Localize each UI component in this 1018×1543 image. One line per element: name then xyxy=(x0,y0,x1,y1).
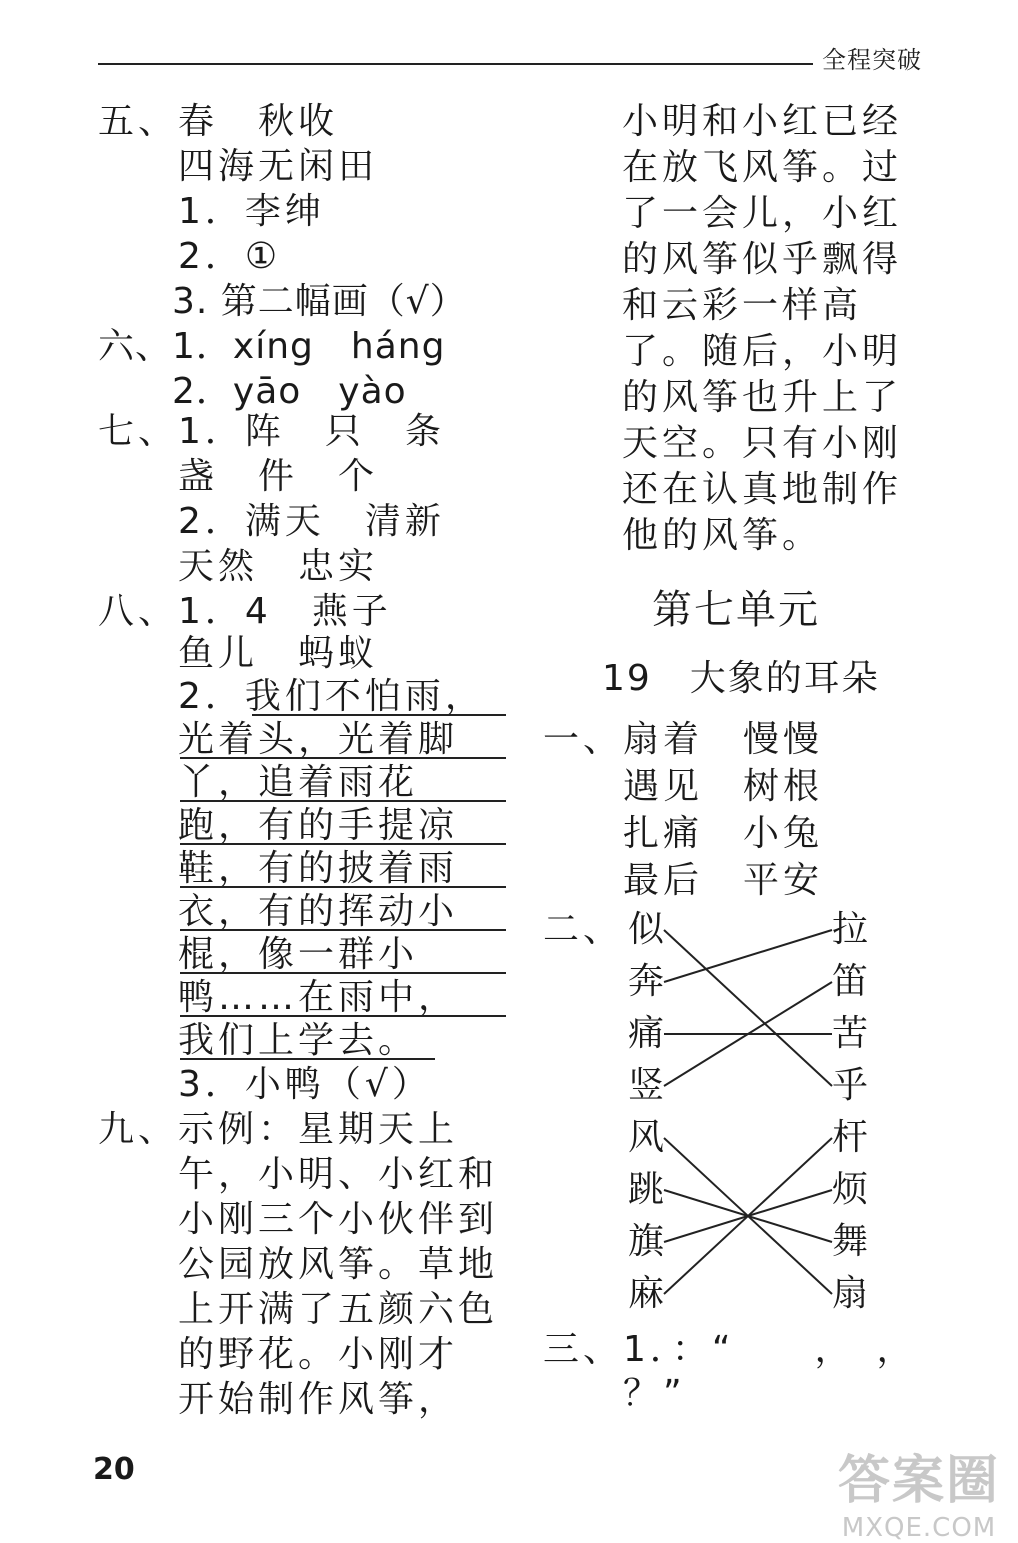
answer-line: 上开满了五颜六色 xyxy=(98,1289,499,1330)
answer-line: 在放飞风筝。过 xyxy=(622,147,903,188)
matching-right-char: 拉 xyxy=(832,909,873,950)
unit-title: 第七单元 xyxy=(652,587,820,633)
answer-line: 午，小明、小红和 xyxy=(98,1154,499,1195)
answer-line: 小明和小红已经 xyxy=(622,101,903,142)
watermark xyxy=(838,1438,1000,1543)
answer-line: 的风筝也升上了 xyxy=(622,377,903,418)
matching-right-char: 舞 xyxy=(832,1221,873,1262)
matching-line xyxy=(664,930,832,1086)
answer-underline xyxy=(180,1058,435,1060)
answer-line: 还在认真地制作 xyxy=(622,469,903,510)
answer-line: 鱼儿 蚂蚁 xyxy=(98,633,379,674)
matching-line xyxy=(664,1138,832,1294)
answer-underline xyxy=(180,1015,506,1017)
matching-right-char: 扇 xyxy=(832,1273,873,1314)
matching-left-char: 旗 xyxy=(628,1221,669,1262)
answer-line: 鸭……在雨中， xyxy=(98,977,459,1018)
answer-line: 小刚三个小伙伴到 xyxy=(98,1199,499,1240)
answer-line: 和云彩一样高 xyxy=(622,285,863,326)
answer-line: 了。随后，小明 xyxy=(622,331,903,372)
matching-left-char: 竖 xyxy=(628,1065,669,1106)
answer-line: 3. 第二幅画（√） xyxy=(98,281,467,322)
answer-line: 2．满天 清新 xyxy=(98,501,445,542)
matching-right-char: 苦 xyxy=(832,1013,873,1054)
matching-line xyxy=(664,1190,832,1242)
answer-line: 九、示例：星期天上 xyxy=(98,1109,459,1150)
matching-left-char: 风 xyxy=(628,1117,669,1158)
answer-line: 丫，追着雨花 xyxy=(98,762,419,803)
answer-line: 的风筝似乎飘得 xyxy=(622,239,903,280)
matching-left-char: 奔 xyxy=(628,961,669,1002)
answer-line: 最后 平安 xyxy=(543,860,824,901)
lesson-title: 19 大象的耳朵 xyxy=(602,658,880,699)
answer-line: 一、扇着 慢慢 xyxy=(543,719,824,760)
section-two-label: 二、 xyxy=(543,909,624,950)
matching-right-char: 笛 xyxy=(832,961,873,1002)
matching-line xyxy=(664,1190,832,1242)
matching-left-char: 跳 xyxy=(628,1169,669,1210)
answer-underline xyxy=(180,972,506,974)
answer-line: 衣，有的挥动小 xyxy=(98,891,459,932)
answer-line: 五、春 秋收 xyxy=(98,101,339,142)
answer-line: ？” xyxy=(543,1373,686,1414)
page-number: 20 xyxy=(93,1452,135,1487)
answer-line: 1．李绅 xyxy=(98,191,325,232)
answer-underline xyxy=(252,714,506,716)
answer-line: 跑，有的手提凉 xyxy=(98,805,459,846)
answer-line: 2．我们不怕雨， xyxy=(98,676,485,717)
matching-right-char: 杆 xyxy=(832,1117,873,1158)
answer-underline xyxy=(180,843,506,845)
header-title: 全程突破 xyxy=(822,46,922,74)
answer-line: 我们上学去。 xyxy=(98,1020,419,1061)
answer-line: 盏 件 个 xyxy=(98,456,379,497)
answer-line: 2．yāo yào xyxy=(98,371,407,412)
matching-line xyxy=(664,1138,832,1294)
answer-underline xyxy=(180,757,506,759)
answer-line: 开始制作风筝， xyxy=(98,1379,459,1420)
answer-line: 遇见 树根 xyxy=(543,766,824,807)
watermark-logo: 答案圈 xyxy=(837,1451,1000,1511)
matching-left-char: 麻 xyxy=(628,1273,669,1314)
matching-left-char: 痛 xyxy=(628,1013,669,1054)
answer-line: 3．小鸭（√） xyxy=(98,1064,432,1105)
answer-line: 的野花。小刚才 xyxy=(98,1334,459,1375)
watermark-url: MXQE.COM xyxy=(841,1513,997,1543)
answer-line: 他的风筝。 xyxy=(622,515,823,556)
answer-line: 八、1．4 燕子 xyxy=(98,591,392,632)
answer-line: 天然 忠实 xyxy=(98,546,379,587)
answer-underline xyxy=(180,886,506,888)
answer-line: 公园放风筝。草地 xyxy=(98,1244,499,1285)
answer-line: 七、1．阵 只 条 xyxy=(98,411,445,452)
header-rule xyxy=(98,63,813,65)
matching-right-char: 烦 xyxy=(832,1169,873,1210)
matching-left-char: 似 xyxy=(628,909,669,950)
answer-line: 三、1．：“ ， ， xyxy=(543,1329,917,1370)
answer-line: 六、1．xíng háng xyxy=(98,326,446,367)
answer-line: 了一会儿，小红 xyxy=(622,193,903,234)
answer-line: 天空。只有小刚 xyxy=(622,423,903,464)
answer-underline xyxy=(180,800,506,802)
answer-line: 2．① xyxy=(98,236,282,277)
answer-underline xyxy=(180,929,506,931)
answer-line: 扎痛 小兔 xyxy=(543,813,824,854)
matching-right-char: 乎 xyxy=(832,1065,873,1106)
answer-line: 鞋，有的披着雨 xyxy=(98,848,459,889)
matching-line xyxy=(664,982,832,1086)
answer-line: 棍，像一群小 xyxy=(98,934,419,975)
answer-line: 四海无闲田 xyxy=(98,146,379,187)
matching-line xyxy=(664,930,832,982)
answer-line: 光着头，光着脚 xyxy=(98,719,459,760)
